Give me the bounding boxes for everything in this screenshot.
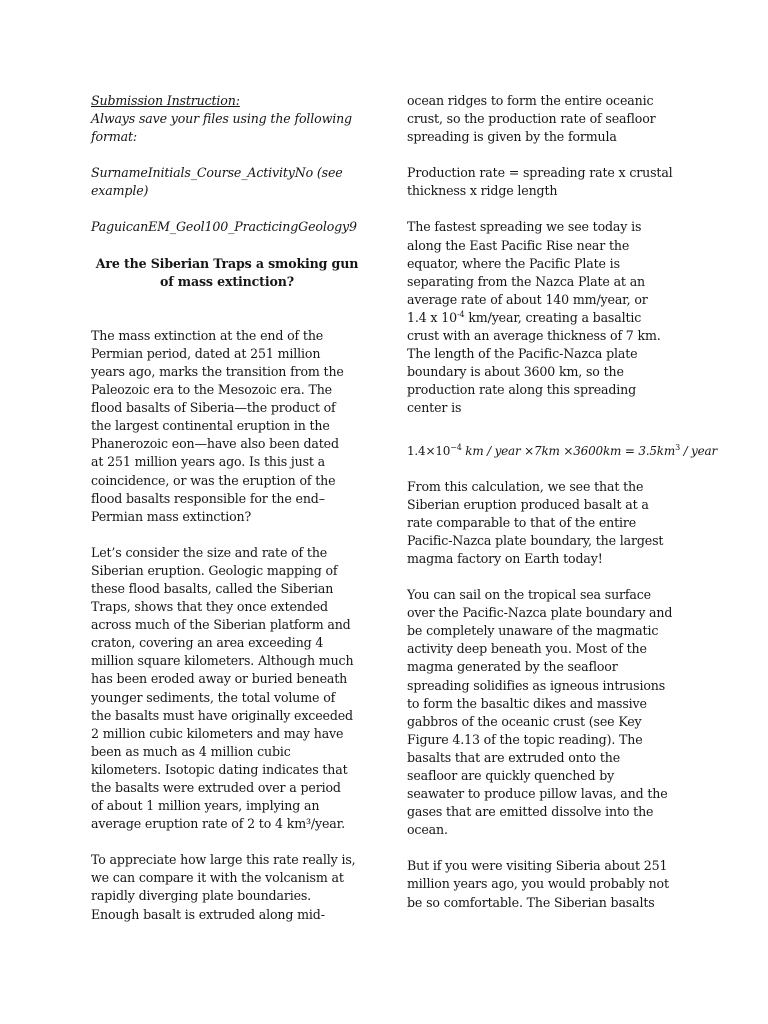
title-line: Are the Siberian Traps a smoking gun xyxy=(95,255,359,271)
text-line: Paleozoic era to the Mesozoic era. The xyxy=(91,382,332,398)
text-line: million years ago, you would probably not xyxy=(407,876,669,892)
text-line: Always save your files using the following xyxy=(91,111,352,127)
eq-term: 3600km xyxy=(573,443,622,458)
text-line: format: xyxy=(91,129,137,145)
text-line: From this calculation, we see that the xyxy=(407,478,644,494)
paragraph xyxy=(91,327,363,526)
paragraph xyxy=(407,478,697,568)
text-line: craton, covering an area exceeding 4 xyxy=(91,635,324,651)
text-line: Traps, shows that they once extended xyxy=(91,599,328,615)
formula-text xyxy=(407,164,697,200)
text-line: these flood basalts, called the Siberian xyxy=(91,580,334,596)
text-line: flood basalts of Siberia—the product of xyxy=(91,400,336,416)
rate-suffix: km/year, creating a basaltic xyxy=(464,309,642,325)
format-text xyxy=(91,164,363,200)
submission-heading: Submission Instruction: xyxy=(91,93,240,108)
text-line: basalts that are extruded onto the xyxy=(407,749,621,765)
text-line: average rate of about 140 mm/year, or xyxy=(407,291,648,307)
paragraph xyxy=(407,92,697,146)
text-line: magma factory on Earth today! xyxy=(407,550,603,566)
eq-times: × xyxy=(563,443,574,458)
rate-exponent: -4 xyxy=(456,309,465,319)
text-line: center is xyxy=(407,400,462,416)
eq-term: 7km xyxy=(534,443,560,458)
text-line: But if you were visiting Siberia about 251 xyxy=(407,858,668,874)
paragraph xyxy=(407,586,697,839)
text-line: Enough basalt is extruded along mid- xyxy=(91,906,325,922)
text-line: the basalts must have originally exceeded xyxy=(91,707,353,723)
text-line: magma generated by the seafloor xyxy=(407,659,618,675)
production-rate-equation xyxy=(407,442,717,460)
eq-exponent: −4 xyxy=(450,442,462,452)
paragraph xyxy=(91,544,363,834)
text-line: thickness x ridge length xyxy=(407,183,558,199)
text-line: be so comfortable. The Siberian basalts xyxy=(407,894,655,910)
eq-equals: = xyxy=(624,443,635,458)
text-line: flood basalts responsible for the end– xyxy=(91,490,325,506)
instruction-text xyxy=(91,110,363,146)
text-line: boundary is about 3600 km, so the xyxy=(407,364,624,380)
title-line: of mass extinction? xyxy=(160,273,294,289)
eq-result: 3.5km xyxy=(638,443,676,458)
text-line: Let’s consider the size and rate of the xyxy=(91,544,328,560)
eq-result-unit: / year xyxy=(679,443,717,458)
text-line: over the Pacific-Nazca plate boundary and xyxy=(407,605,673,621)
text-line: we can compare it with the volcanism at xyxy=(91,870,344,886)
text-line: rapidly diverging plate boundaries. xyxy=(91,888,312,904)
text-line: ocean ridges to form the entire oceanic xyxy=(407,93,654,108)
right-column xyxy=(407,92,717,912)
text-line: Siberian eruption produced basalt at a xyxy=(407,496,649,512)
text-line: production rate along this spreading xyxy=(407,382,637,398)
paragraph xyxy=(407,218,697,417)
text-line: seawater to produce pillow lavas, and the xyxy=(407,786,668,802)
text-line: ocean. xyxy=(407,822,448,838)
eq-result-exponent: 3 xyxy=(675,442,680,452)
text-line: seafloor are quickly quenched by xyxy=(407,768,615,783)
text-line: average eruption rate of 2 to 4 km³/year. xyxy=(91,816,345,832)
text-line: The length of the Pacific-Nazca plate xyxy=(407,346,638,362)
eq-coefficient: 1.4×10 xyxy=(407,443,451,458)
text-line: spreading solidifies as igneous intrusions xyxy=(407,677,666,693)
text-line: crust with an average thickness of 7 km. xyxy=(407,328,661,344)
text-line: years ago, marks the transition from the xyxy=(91,363,344,379)
text-line: rate comparable to that of the entire xyxy=(407,514,637,530)
text-line: The fastest spreading we see today is xyxy=(407,219,642,235)
text-line: along the East Pacific Rise near the xyxy=(407,237,630,253)
text-line: example) xyxy=(91,183,149,199)
text-line: SurnameInitials_Course_ActivityNo (see xyxy=(91,165,343,181)
left-column xyxy=(91,92,363,924)
text-line: Siberian eruption. Geologic mapping of xyxy=(91,562,338,578)
paragraph xyxy=(91,851,363,923)
text-line: You can sail on the tropical sea surface xyxy=(407,587,651,603)
eq-times: × xyxy=(524,443,535,458)
example-filename: PaguicanEM_Geol100_PracticingGeology9 xyxy=(91,219,357,235)
text-line: gabbros of the oceanic crust (see Key xyxy=(407,713,642,729)
text-line: to form the basaltic dikes and massive xyxy=(407,695,647,711)
text-line: Permian period, dated at 251 million xyxy=(91,345,321,361)
text-line: spreading is given by the formula xyxy=(407,129,617,145)
rate-prefix: 1.4 x 10 xyxy=(407,309,457,325)
text-line: younger sediments, the total volume of xyxy=(91,689,336,705)
rate-line xyxy=(407,309,697,327)
text-line: To appreciate how large this rate really is, xyxy=(91,852,356,868)
text-line: Production rate = spreading rate x crustal xyxy=(407,165,673,181)
eq-unit: km / year xyxy=(465,443,521,458)
text-line: been as much as 4 million cubic xyxy=(91,743,291,759)
text-line: equator, where the Pacific Plate is xyxy=(407,255,620,271)
text-line: coincidence, or was the eruption of the xyxy=(91,472,336,488)
text-line: separating from the Nazca Plate at an xyxy=(407,273,646,289)
paragraph xyxy=(407,857,697,911)
text-line: 2 million cubic kilometers and may have xyxy=(91,725,344,741)
text-line: crust, so the production rate of seafloor xyxy=(407,111,656,127)
text-line: has been eroded away or buried beneath xyxy=(91,671,348,687)
text-line: Permian mass extinction? xyxy=(91,508,252,524)
text-line: the largest continental eruption in the xyxy=(91,418,330,434)
text-line: the basalts were extruded over a period xyxy=(91,780,341,795)
text-line: at 251 million years ago. Is this just a xyxy=(91,454,326,470)
text-line: gases that are emitted dissolve into the xyxy=(407,804,654,820)
text-line: across much of the Siberian platform and xyxy=(91,617,351,633)
text-line: kilometers. Isotopic dating indicates that xyxy=(91,761,348,777)
text-line: activity deep beneath you. Most of the xyxy=(407,641,647,657)
text-line: The mass extinction at the end of the xyxy=(91,327,324,343)
text-line: Phanerozoic eon—have also been dated xyxy=(91,436,339,452)
text-line: Pacific-Nazca plate boundary, the largest xyxy=(407,532,664,548)
text-line: be completely unaware of the magmatic xyxy=(407,623,659,639)
text-line: Figure 4.13 of the topic reading). The xyxy=(407,731,643,747)
article-title xyxy=(91,255,363,291)
text-line: of about 1 million years, implying an xyxy=(91,798,320,814)
text-line: million square kilometers. Although much xyxy=(91,653,354,669)
